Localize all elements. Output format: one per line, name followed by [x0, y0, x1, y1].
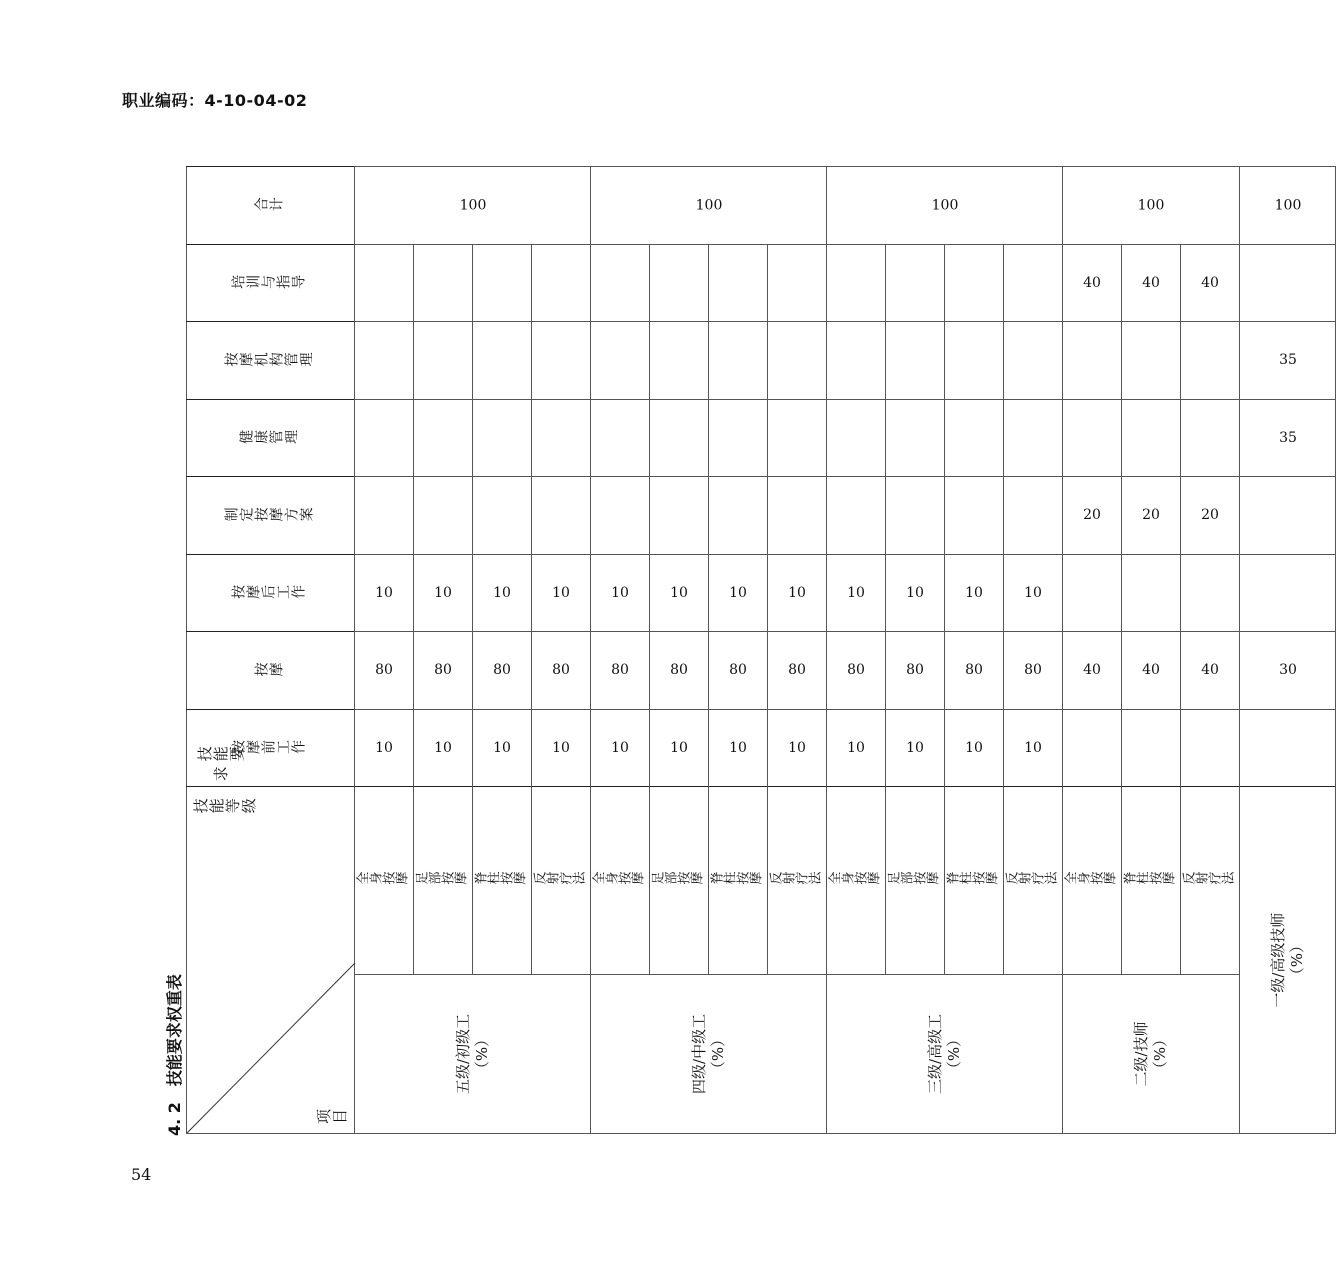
weight-cell — [886, 632, 945, 710]
weight-cell — [768, 244, 827, 322]
weight-value: 10 — [552, 584, 570, 601]
weight-value: 40 — [1142, 662, 1160, 679]
level-name: 三级/高级工 — [925, 1013, 944, 1094]
weight-cell — [355, 554, 414, 632]
weight-cell — [1122, 399, 1181, 477]
weight-cell — [591, 554, 650, 632]
weight-value: 10 — [493, 739, 511, 756]
sub-method-header — [591, 787, 650, 975]
weight-cell — [945, 554, 1004, 632]
weight-cell — [650, 632, 709, 710]
sub-method-header — [768, 787, 827, 975]
weight-cell — [532, 554, 591, 632]
weight-cell — [591, 632, 650, 710]
weight-value: 40 — [1201, 274, 1219, 291]
weight-cell — [532, 632, 591, 710]
level-title — [1269, 787, 1307, 1133]
level-name: 一级/高级技师 — [1268, 912, 1287, 1008]
weight-value: 10 — [965, 739, 983, 756]
weight-cell — [1181, 244, 1240, 322]
sub-method-name: 全身按摩 — [356, 872, 408, 888]
weight-cell — [532, 244, 591, 322]
level-total: 100 — [695, 197, 722, 214]
weight-cell — [355, 632, 414, 710]
weight-cell — [414, 399, 473, 477]
weight-cell — [768, 322, 827, 400]
level-title — [454, 975, 492, 1133]
weight-value: 10 — [788, 584, 806, 601]
weight-cell — [473, 632, 532, 710]
weight-value: 10 — [965, 584, 983, 601]
level-title — [926, 975, 964, 1133]
weight-cell — [1004, 399, 1063, 477]
weight-cell — [591, 709, 650, 787]
weight-value: 10 — [1024, 739, 1042, 756]
sub-method-name: 足部按摩 — [415, 872, 467, 888]
weight-value: 10 — [847, 584, 865, 601]
item-name: 按摩前工作 — [231, 739, 306, 756]
weight-cell — [1004, 632, 1063, 710]
weight-value: 80 — [965, 662, 983, 679]
weight-value: 10 — [906, 584, 924, 601]
level-unit: （%） — [472, 1031, 491, 1077]
weight-cell — [827, 554, 886, 632]
level-total-cell — [1063, 167, 1240, 245]
weight-cell — [650, 399, 709, 477]
weight-value: 40 — [1083, 274, 1101, 291]
page-number: 54 — [131, 1165, 152, 1184]
item-header — [187, 244, 355, 322]
weight-cell — [1004, 322, 1063, 400]
level-sub-row — [355, 167, 414, 1134]
weight-value: 40 — [1083, 662, 1101, 679]
weight-cell — [945, 244, 1004, 322]
item-header — [187, 554, 355, 632]
item-header — [187, 399, 355, 477]
weight-cell — [945, 399, 1004, 477]
weight-cell — [945, 322, 1004, 400]
weight-cell — [1181, 399, 1240, 477]
weight-cell — [591, 399, 650, 477]
level-total-cell — [827, 167, 1063, 245]
corner-label-item: 项目 — [316, 1108, 348, 1126]
weight-value: 10 — [1024, 584, 1042, 601]
sub-method-header — [532, 787, 591, 975]
weight-cell — [1063, 709, 1122, 787]
weight-value: 20 — [1142, 507, 1160, 524]
section-title: 技能要求权重表 — [165, 974, 184, 1087]
corner-header — [187, 787, 355, 1134]
sub-method-header — [473, 787, 532, 975]
sub-method-name: 足部按摩 — [887, 872, 939, 888]
weight-cell — [650, 554, 709, 632]
total-header — [187, 167, 355, 245]
sub-method-name: 全身按摩 — [592, 872, 644, 888]
weight-cell — [473, 322, 532, 400]
weight-cell — [1004, 244, 1063, 322]
skill-weight-table — [186, 166, 1336, 1134]
sub-method-name: 脊柱按摩 — [946, 872, 998, 888]
weight-cell — [473, 554, 532, 632]
level-unit: （%） — [708, 1031, 727, 1077]
level-header — [591, 974, 827, 1133]
sub-method-name: 反射疗法 — [1005, 872, 1057, 888]
weight-value: 80 — [493, 662, 511, 679]
weight-cell — [945, 477, 1004, 555]
weight-cell — [591, 322, 650, 400]
level-total-cell — [355, 167, 591, 245]
weight-cell — [1240, 554, 1336, 632]
level-total-cell — [1240, 167, 1336, 245]
weight-cell — [591, 244, 650, 322]
sub-method-header — [1063, 787, 1122, 975]
sub-method-header — [1004, 787, 1063, 975]
weight-value: 10 — [847, 739, 865, 756]
weight-cell — [1240, 632, 1336, 710]
weight-cell — [768, 554, 827, 632]
level-total: 100 — [931, 197, 958, 214]
sub-method-header — [1122, 787, 1181, 975]
weight-cell — [886, 477, 945, 555]
item-header — [187, 709, 355, 787]
level-header — [355, 974, 591, 1133]
weight-cell — [768, 709, 827, 787]
weight-cell — [414, 554, 473, 632]
weight-value: 80 — [788, 662, 806, 679]
level-row — [1240, 167, 1336, 1134]
item-name: 按摩后工作 — [231, 584, 306, 601]
level-unit: （%） — [944, 1031, 963, 1077]
weight-cell — [532, 399, 591, 477]
weight-cell — [1063, 399, 1122, 477]
weight-value: 10 — [611, 584, 629, 601]
weight-cell — [414, 709, 473, 787]
sub-method-name: 反射疗法 — [769, 872, 821, 888]
weight-cell — [1240, 399, 1336, 477]
weight-cell — [827, 322, 886, 400]
level-unit: （%） — [1151, 1031, 1169, 1077]
level-sub-row — [827, 167, 886, 1134]
sub-method-header — [414, 787, 473, 975]
total-label: 合计 — [253, 197, 284, 214]
weight-cell — [1122, 632, 1181, 710]
level-header — [1063, 974, 1240, 1133]
sub-method-header — [709, 787, 768, 975]
weight-value: 80 — [434, 662, 452, 679]
weight-value: 10 — [434, 584, 452, 601]
weight-cell — [1004, 709, 1063, 787]
level-header — [827, 974, 1063, 1133]
corner-label-level: 技能等级 — [193, 797, 257, 816]
weight-value: 80 — [729, 662, 747, 679]
weight-value: 10 — [493, 584, 511, 601]
weight-cell — [414, 244, 473, 322]
sub-method-header — [355, 787, 414, 975]
weight-value: 10 — [375, 584, 393, 601]
weight-cell — [709, 477, 768, 555]
weight-cell — [945, 632, 1004, 710]
weight-value: 10 — [552, 739, 570, 756]
weight-cell — [886, 244, 945, 322]
weight-cell — [768, 399, 827, 477]
weight-cell — [709, 554, 768, 632]
weight-cell — [768, 477, 827, 555]
sub-method-name: 足部按摩 — [651, 872, 703, 888]
sub-method-name: 反射疗法 — [533, 872, 585, 888]
weight-cell — [1240, 477, 1336, 555]
weight-cell — [1063, 477, 1122, 555]
sub-method-name: 全身按摩 — [1064, 872, 1116, 888]
weight-cell — [1063, 322, 1122, 400]
weight-cell — [650, 322, 709, 400]
level-total-cell — [591, 167, 827, 245]
weight-cell — [532, 709, 591, 787]
weight-cell — [886, 554, 945, 632]
weight-value: 35 — [1278, 352, 1297, 369]
weight-cell — [827, 477, 886, 555]
sub-method-header — [886, 787, 945, 975]
weight-cell — [1181, 477, 1240, 555]
weight-cell — [1063, 554, 1122, 632]
weight-value: 40 — [1201, 662, 1219, 679]
weight-cell — [414, 322, 473, 400]
weight-cell — [1240, 244, 1336, 322]
weight-value: 40 — [1142, 274, 1160, 291]
weight-cell — [1063, 244, 1122, 322]
weight-cell — [886, 322, 945, 400]
weight-cell — [355, 244, 414, 322]
weight-value: 30 — [1278, 662, 1297, 679]
weight-cell — [827, 632, 886, 710]
weight-cell — [709, 244, 768, 322]
weight-value: 80 — [906, 662, 924, 679]
weight-cell — [1181, 554, 1240, 632]
level-unit: （%） — [1287, 937, 1306, 983]
sub-method-header — [1181, 787, 1240, 975]
item-name: 按摩机构管理 — [223, 352, 314, 369]
weight-value: 20 — [1201, 507, 1219, 524]
weight-value: 80 — [611, 662, 629, 679]
level-sub-row — [591, 167, 650, 1134]
level-header — [1240, 787, 1336, 1134]
weight-cell — [473, 244, 532, 322]
weight-cell — [1122, 322, 1181, 400]
weight-cell — [1122, 244, 1181, 322]
weight-cell — [768, 632, 827, 710]
weight-cell — [473, 709, 532, 787]
weight-cell — [709, 399, 768, 477]
weight-cell — [886, 399, 945, 477]
sub-method-header — [945, 787, 1004, 975]
weight-value: 10 — [729, 584, 747, 601]
weight-cell — [414, 632, 473, 710]
item-name: 制定按摩方案 — [223, 507, 314, 524]
sub-method-header — [827, 787, 886, 975]
weight-cell — [355, 399, 414, 477]
level-sub-row — [1063, 167, 1122, 1134]
weight-cell — [886, 709, 945, 787]
item-name: 健康管理 — [238, 429, 299, 446]
weight-value: 10 — [788, 739, 806, 756]
weight-cell — [1063, 632, 1122, 710]
item-name: 培训与指导 — [231, 274, 306, 291]
weight-cell — [1122, 554, 1181, 632]
weight-cell — [827, 244, 886, 322]
weight-cell — [827, 399, 886, 477]
weight-cell — [1004, 477, 1063, 555]
weight-cell — [1004, 554, 1063, 632]
sub-method-name: 脊柱按摩 — [710, 872, 762, 888]
weight-value: 10 — [906, 739, 924, 756]
weight-cell — [709, 709, 768, 787]
item-name: 按摩 — [253, 662, 284, 679]
weight-cell — [1122, 477, 1181, 555]
weight-cell — [1240, 322, 1336, 400]
sub-method-name: 全身按摩 — [828, 872, 880, 888]
weight-value: 10 — [670, 739, 688, 756]
weight-value: 10 — [611, 739, 629, 756]
weight-cell — [355, 322, 414, 400]
weight-cell — [532, 322, 591, 400]
level-total: 100 — [1137, 197, 1165, 214]
weight-value: 35 — [1278, 429, 1297, 446]
weight-value: 10 — [670, 584, 688, 601]
weight-value: 10 — [375, 739, 393, 756]
sub-method-name: 脊柱按摩 — [474, 872, 526, 888]
occupation-code: 职业编码：4-10-04-02 — [122, 91, 308, 110]
weight-value: 80 — [1024, 662, 1042, 679]
weight-cell — [414, 477, 473, 555]
level-name: 五级/初级工 — [453, 1013, 472, 1094]
level-title — [690, 975, 728, 1133]
weight-cell — [650, 244, 709, 322]
sub-method-name: 脊柱按摩 — [1123, 872, 1175, 888]
weight-cell — [827, 709, 886, 787]
item-header — [187, 632, 355, 710]
weight-value: 80 — [847, 662, 865, 679]
level-total: 100 — [1274, 197, 1301, 214]
weight-value: 20 — [1083, 507, 1101, 524]
section-number: 4. 2 — [165, 1102, 184, 1136]
weight-cell — [650, 477, 709, 555]
weight-cell — [709, 322, 768, 400]
weight-cell — [591, 477, 650, 555]
weight-value: 10 — [434, 739, 452, 756]
sub-method-header — [650, 787, 709, 975]
weight-cell — [709, 632, 768, 710]
weight-cell — [1240, 709, 1336, 787]
weight-cell — [1181, 632, 1240, 710]
weight-cell — [355, 477, 414, 555]
weight-value: 10 — [729, 739, 747, 756]
item-header — [187, 477, 355, 555]
level-name: 二级/技师 — [1132, 1021, 1150, 1087]
weight-cell — [473, 399, 532, 477]
header-row — [187, 167, 355, 1134]
group-label: 技能要求 — [197, 745, 245, 784]
weight-cell — [650, 709, 709, 787]
level-title — [1132, 975, 1170, 1133]
item-header — [187, 322, 355, 400]
level-name: 四级/中级工 — [689, 1013, 708, 1094]
weight-value: 80 — [670, 662, 688, 679]
weight-cell — [355, 709, 414, 787]
weight-cell — [473, 477, 532, 555]
weight-cell — [1122, 709, 1181, 787]
skill-weight-table-container — [186, 166, 1306, 1134]
section-heading — [162, 974, 185, 1136]
sub-method-name: 反射疗法 — [1182, 872, 1234, 888]
weight-value: 80 — [375, 662, 393, 679]
level-total: 100 — [459, 197, 486, 214]
weight-cell — [1181, 322, 1240, 400]
weight-value: 80 — [552, 662, 570, 679]
weight-cell — [1181, 709, 1240, 787]
weight-cell — [532, 477, 591, 555]
weight-cell — [945, 709, 1004, 787]
